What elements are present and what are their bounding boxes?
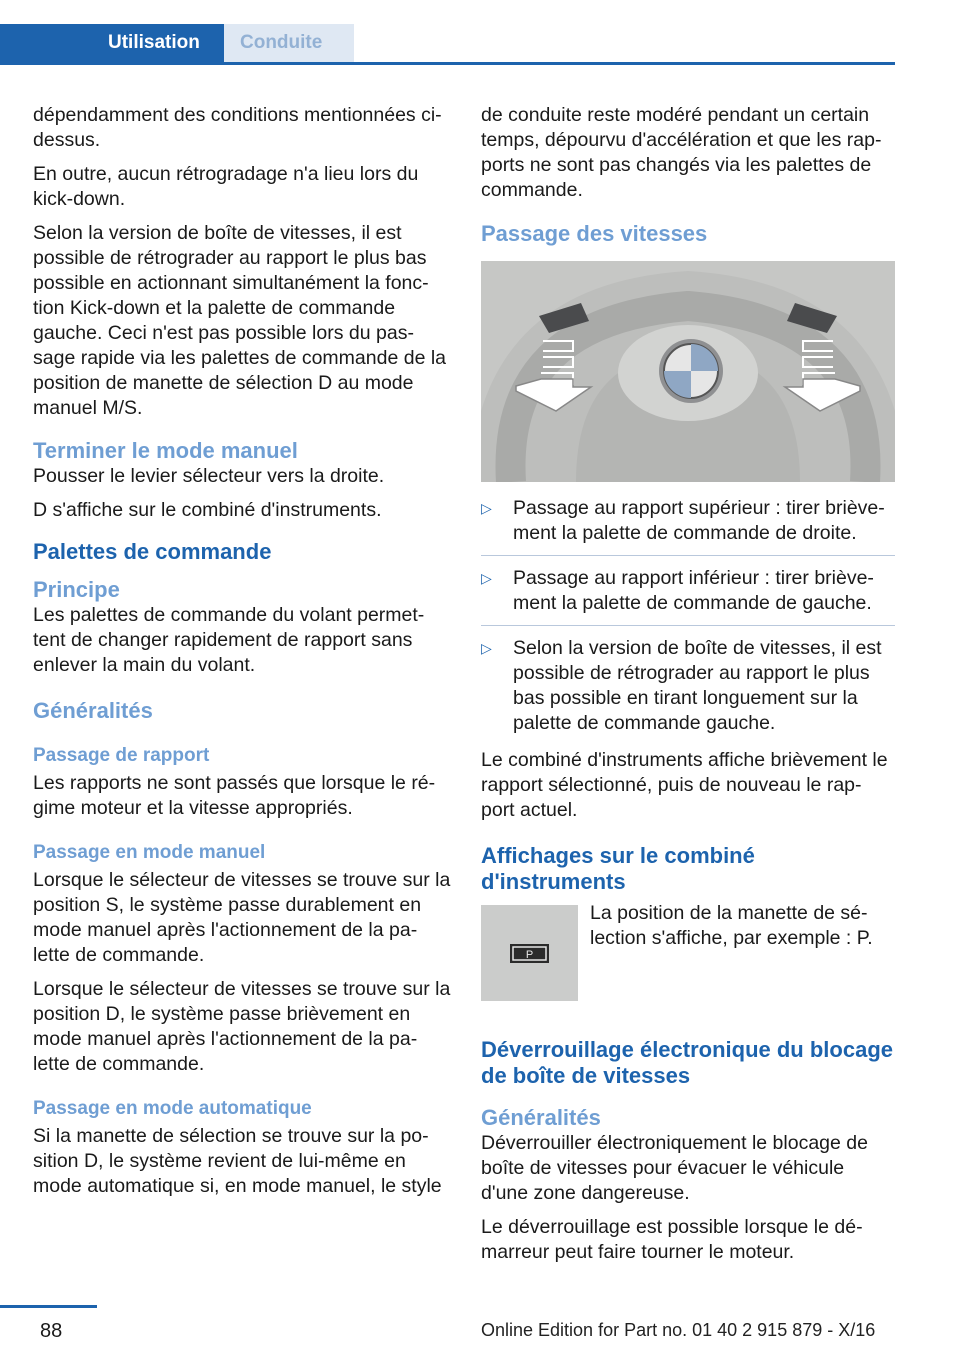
paragraph: dépendamment des conditions mentionnées ci-dessus. <box>33 104 442 151</box>
paragraph: D s'affiche sur le combiné d'instruments. <box>33 499 382 521</box>
paragraph: Pousser le levier sélecteur vers la droite. <box>33 465 385 487</box>
paragraph: Lorsque le sélecteur de vitesses se trouve sur la position S, le système passe durablement en mode manuel après l'actionnement de la pa‐lette de commande. <box>33 869 451 966</box>
list-item-text: Passage au rapport supérieur : tirer briève‐ment la palette de commande de droite. <box>513 497 885 544</box>
tab-conduite-label: Conduite <box>240 32 323 53</box>
list-item-text: Passage au rapport inférieur : tirer briève‐ment la palette de commande de gauche. <box>513 567 874 614</box>
display-example <box>481 902 895 1003</box>
list-item <box>481 636 895 742</box>
heading-palettes-de-commande: Palettes de commande <box>33 539 272 564</box>
right-column <box>481 103 895 1274</box>
header-tabs <box>0 24 895 65</box>
steering-wheel-icon <box>481 261 895 482</box>
bullet-list <box>481 496 895 742</box>
paragraph: Le déverrouillage est possible lorsque le dé‐marreur peut faire tourner le moteur. <box>481 1216 863 1263</box>
list-item <box>481 566 895 626</box>
gear-display-image <box>481 905 578 1001</box>
paragraph: Les palettes de commande du volant permet‐tent de changer rapidement de rapport sans enlever la main du volant. <box>33 604 425 676</box>
gear-letter: P <box>525 949 534 961</box>
heading-deverrouillage: Déverrouillage électronique du blocage de boîte de vitesses <box>481 1037 893 1088</box>
tab-utilisation-label: Utilisation <box>108 32 200 53</box>
heading-generalites: Généralités <box>33 698 153 723</box>
list-item <box>481 496 895 556</box>
heading-principe: Principe <box>33 577 120 602</box>
paragraph: Déverrouiller électroniquement le blocage de boîte de vitesses pour évacuer le véhicule d'une zone dangereuse. <box>481 1132 868 1204</box>
triangle-bullet-icon: ▷ <box>481 570 492 586</box>
paragraph: Les rapports ne sont passés que lorsque le ré‐gime moteur et la vitesse appropriés. <box>33 772 436 819</box>
paragraph: Selon la version de boîte de vitesses, il est possible de rétrograder au rapport le plus bas possible en actionnant simultanément la fonc‐tion Kick-down et la palette de commande gauche. Ceci n'est pas possible lors du pas‐sage rapide via les palettes de commande de la position de manette de sélection D au mode manuel M/S. <box>33 222 447 419</box>
tab-utilisation[interactable] <box>0 24 224 62</box>
left-column <box>33 103 451 1208</box>
list-item-text: Selon la version de boîte de vitesses, il est possible de rétrograder au rapport le plus bas possible en tirant longuement sur la palette de commande gauche. <box>513 637 882 734</box>
edition-note: Online Edition for Part no. 01 40 2 915 879 - X/16 <box>481 1320 876 1340</box>
paragraph: Si la manette de sélection se trouve sur la po‐sition D, le système revient de lui-même en mode automatique si, en mode manuel, le style <box>33 1125 442 1197</box>
triangle-bullet-icon: ▷ <box>481 500 492 516</box>
paragraph: Lorsque le sélecteur de vitesses se trouve sur la position D, le système passe brièvement en mode manuel après l'actionnement de la pa‐lette de commande. <box>33 978 451 1075</box>
steering-wheel-illustration <box>481 261 895 482</box>
paragraph: de conduite reste modéré pendant un certain temps, dépourvu d'accélération et que les rap‐ports ne sont pas changés via les palettes de commande. <box>481 104 882 201</box>
heading-passage-des-vitesses: Passage des vitesses <box>481 221 708 246</box>
display-caption: La position de la manette de sé‐lection s'affiche, par exemple : P. <box>590 902 873 949</box>
heading-passage-mode-automatique: Passage en mode automatique <box>33 1098 312 1119</box>
footer-rule <box>0 1305 97 1308</box>
paragraph: Le combiné d'instruments affiche brièvement le rapport sélectionné, puis de nouveau le rap‐port actuel. <box>481 749 888 821</box>
triangle-bullet-icon: ▷ <box>481 640 492 656</box>
page-number: 88 <box>40 1320 63 1342</box>
heading-generalites-2: Généralités <box>481 1105 601 1130</box>
heading-affichages-combine: Affichages sur le combiné d'instruments <box>481 843 755 894</box>
gear-indicator-icon <box>481 905 578 1001</box>
heading-passage-de-rapport: Passage de rapport <box>33 745 210 766</box>
tab-conduite[interactable] <box>224 24 354 62</box>
paragraph: En outre, aucun rétrogradage n'a lieu lors du kick-down. <box>33 163 419 210</box>
heading-passage-mode-manuel: Passage en mode manuel <box>33 842 266 863</box>
heading-terminer-mode-manuel: Terminer le mode manuel <box>33 438 298 463</box>
